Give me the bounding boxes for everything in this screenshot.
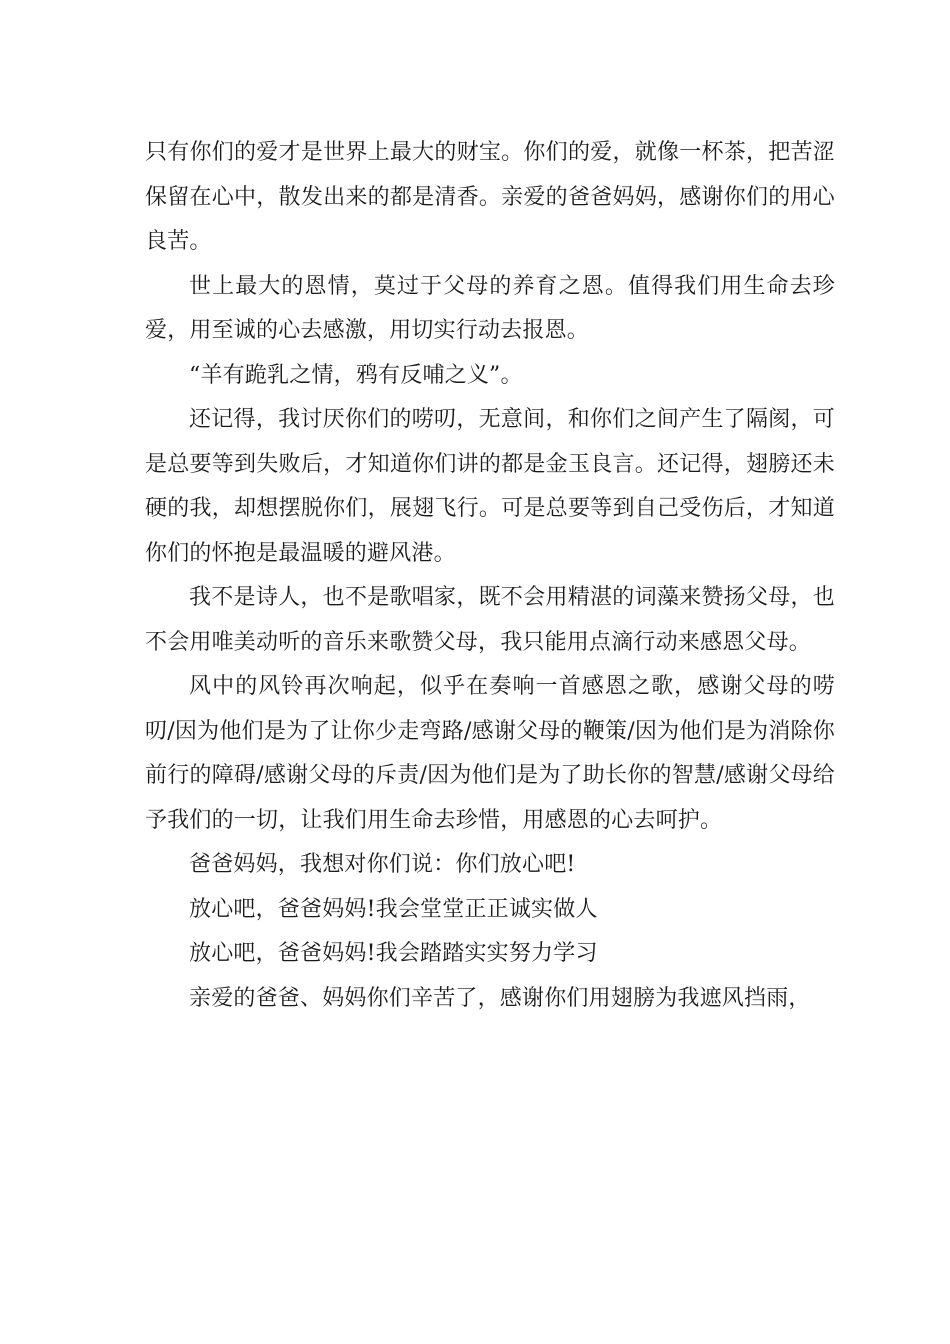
paragraph-1: 只有你们的爱才是世界上最大的财宝。你们的爱，就像一杯茶，把苦涩保留在心中，散发出来的都是清香。亲爱的爸爸妈妈，感谢你们的用心良苦。 [145, 140, 835, 254]
paragraph-3-quote: “羊有跪乳之情，鸦有反哺之义”。 [189, 362, 523, 388]
paragraph-6: 风中的风铃再次响起，似乎在奏响一首感恩之歌，感谢父母的唠叨/因为他们是为了让你少走弯路/感谢父母的鞭策/因为他们是为消除你前行的障碍/感谢父母的斥责/因为他们是为了助长你的智慧/感谢父母给予我们的一切，让我们用生命去珍惜，用感恩的心去呵护。 [145, 674, 835, 833]
paragraph-7: 爸爸妈妈，我想对你们说：你们放心吧! [189, 852, 576, 877]
paragraph-4: 还记得，我讨厌你们的唠叨，无意间，和你们之间产生了隔阂，可是总要等到失败后，才知道你们讲的都是金玉良言。还记得，翅膀还未硬的我，却想摆脱你们，展翅飞行。可是总要等到自己受伤后，才知道你们的怀抱是最温暖的避风港。 [145, 407, 835, 566]
paragraph-5: 我不是诗人，也不是歌唱家，既不会用精湛的词藻来赞扬父母，也不会用唯美动听的音乐来歌赞父母，我只能用点滴行动来感恩父母。 [145, 585, 835, 655]
paragraph-8: 放心吧，爸爸妈妈!我会堂堂正正诚实做人 [189, 896, 598, 922]
document-body [145, 131, 835, 1021]
paragraph-9: 放心吧，爸爸妈妈!我会踏踏实实努力学习 [189, 941, 598, 966]
paragraph-10: 亲爱的爸爸、妈妈你们辛苦了，感谢你们用翅膀为我遮风挡雨， [189, 985, 811, 1011]
paragraph-2: 世上最大的恩情，莫过于父母的养育之恩。值得我们用生命去珍爱，用至诚的心去感激，用切实行动去报恩。 [145, 273, 835, 343]
